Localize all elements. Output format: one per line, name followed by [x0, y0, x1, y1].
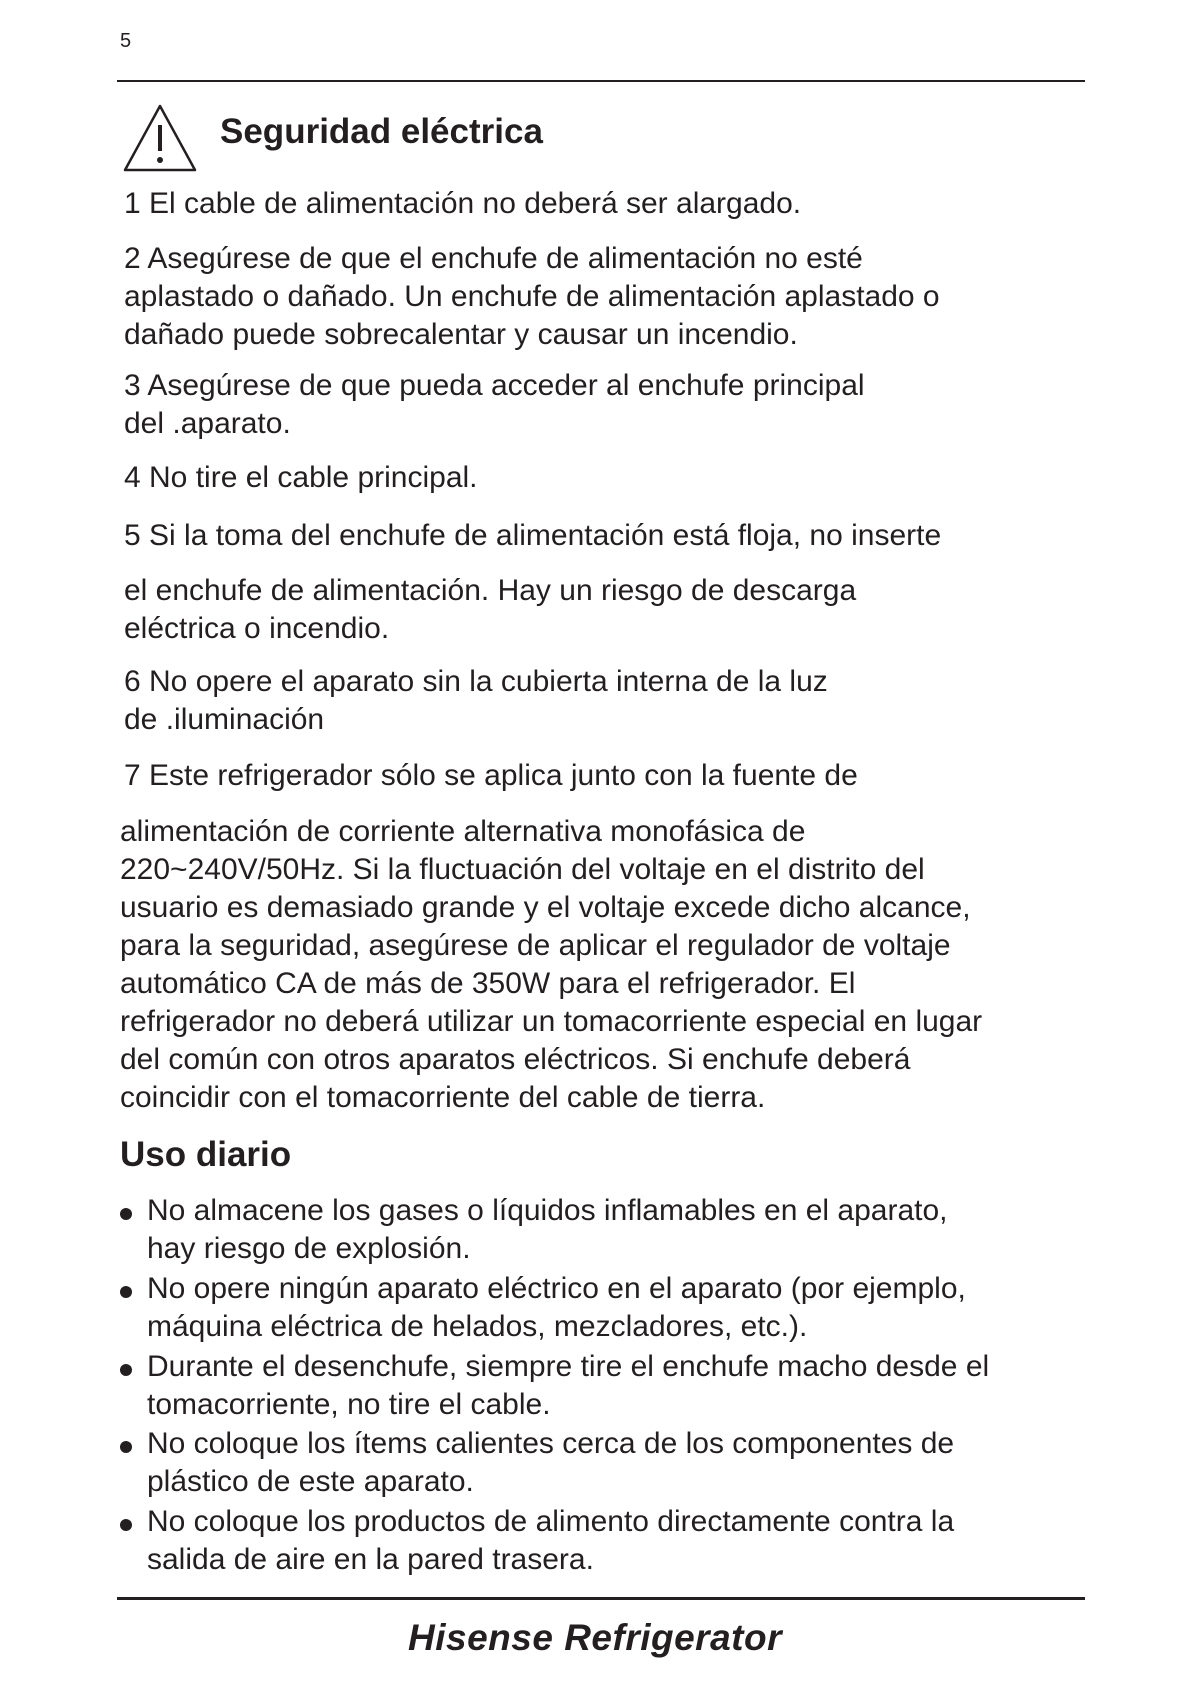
daily-use-bullet-3: Durante el desenchufe, siempre tire el enchufe macho desde el tomacorriente, no tire el cable. — [120, 1348, 1100, 1424]
daily-use-bullet-2: No opere ningún aparato eléctrico en el aparato (por ejemplo, máquina eléctrica de helados, mezcladores, etc.). — [120, 1270, 1100, 1346]
bullet-icon — [120, 1441, 132, 1453]
footer-brand: Hisense Refrigerator — [408, 1617, 782, 1658]
daily-use-heading: Uso diario — [120, 1135, 292, 1174]
safety-item-4: 4 No tire el cable principal. — [124, 461, 478, 494]
safety-item-1: 1 El cable de alimentación no deberá ser alargado. — [124, 187, 802, 220]
daily-use-bullet-4: No coloque los ítems calientes cerca de los componentes de plástico de este aparato. — [120, 1425, 1100, 1501]
bullet-icon — [120, 1519, 132, 1531]
electrical-safety-heading: Seguridad eléctrica — [220, 112, 543, 151]
safety-item-6: 6 No opere el aparato sin la cubierta interna de la luz de .iluminación — [124, 665, 828, 736]
warning-triangle-icon — [122, 103, 198, 173]
safety-item-7: 7 Este refrigerador sólo se aplica junto con la fuente de — [124, 759, 858, 792]
safety-item-7-continued: alimentación de corriente alternativa monofásica de 220~240V/50Hz. Si la fluctuación del voltaje en el distrito del usuario es demasiado grande y el voltaje excede dicho alcance, para la seguridad, asegúrese de aplicar el regulador de voltaje automático CA de más de 350W para el refrigerador. El refrigerador no deberá utilizar un tomacorriente especial en lugar del común con otros aparatos eléctricos. Si enchufe deberá coincidir con el tomacorriente del cable de tierra. — [120, 815, 983, 1114]
safety-item-3: 3 Asegúrese de que pueda acceder al enchufe principal del .aparato. — [124, 369, 865, 440]
safety-item-2: 2 Asegúrese de que el enchufe de alimentación no esté aplastado o dañado. Un enchufe de alimentación aplastado o dañado puede sobrecalentar y causar un incendio. — [124, 242, 940, 351]
daily-use-bullet-5: No coloque los productos de alimento directamente contra la salida de aire en la pared trasera. — [120, 1503, 1100, 1579]
bullet-icon — [120, 1364, 132, 1376]
bottom-rule — [117, 1597, 1085, 1600]
safety-item-5-continued: el enchufe de alimentación. Hay un riesgo de descarga eléctrica o incendio. — [124, 574, 857, 645]
safety-item-5: 5 Si la toma del enchufe de alimentación está floja, no inserte — [124, 519, 942, 552]
bullet-icon — [120, 1286, 132, 1298]
page-number: 5 — [120, 30, 132, 52]
top-rule — [117, 80, 1085, 82]
bullet-icon — [120, 1208, 132, 1220]
daily-use-bullet-1: No almacene los gases o líquidos inflamables en el aparato, hay riesgo de explosión. — [120, 1192, 1100, 1268]
